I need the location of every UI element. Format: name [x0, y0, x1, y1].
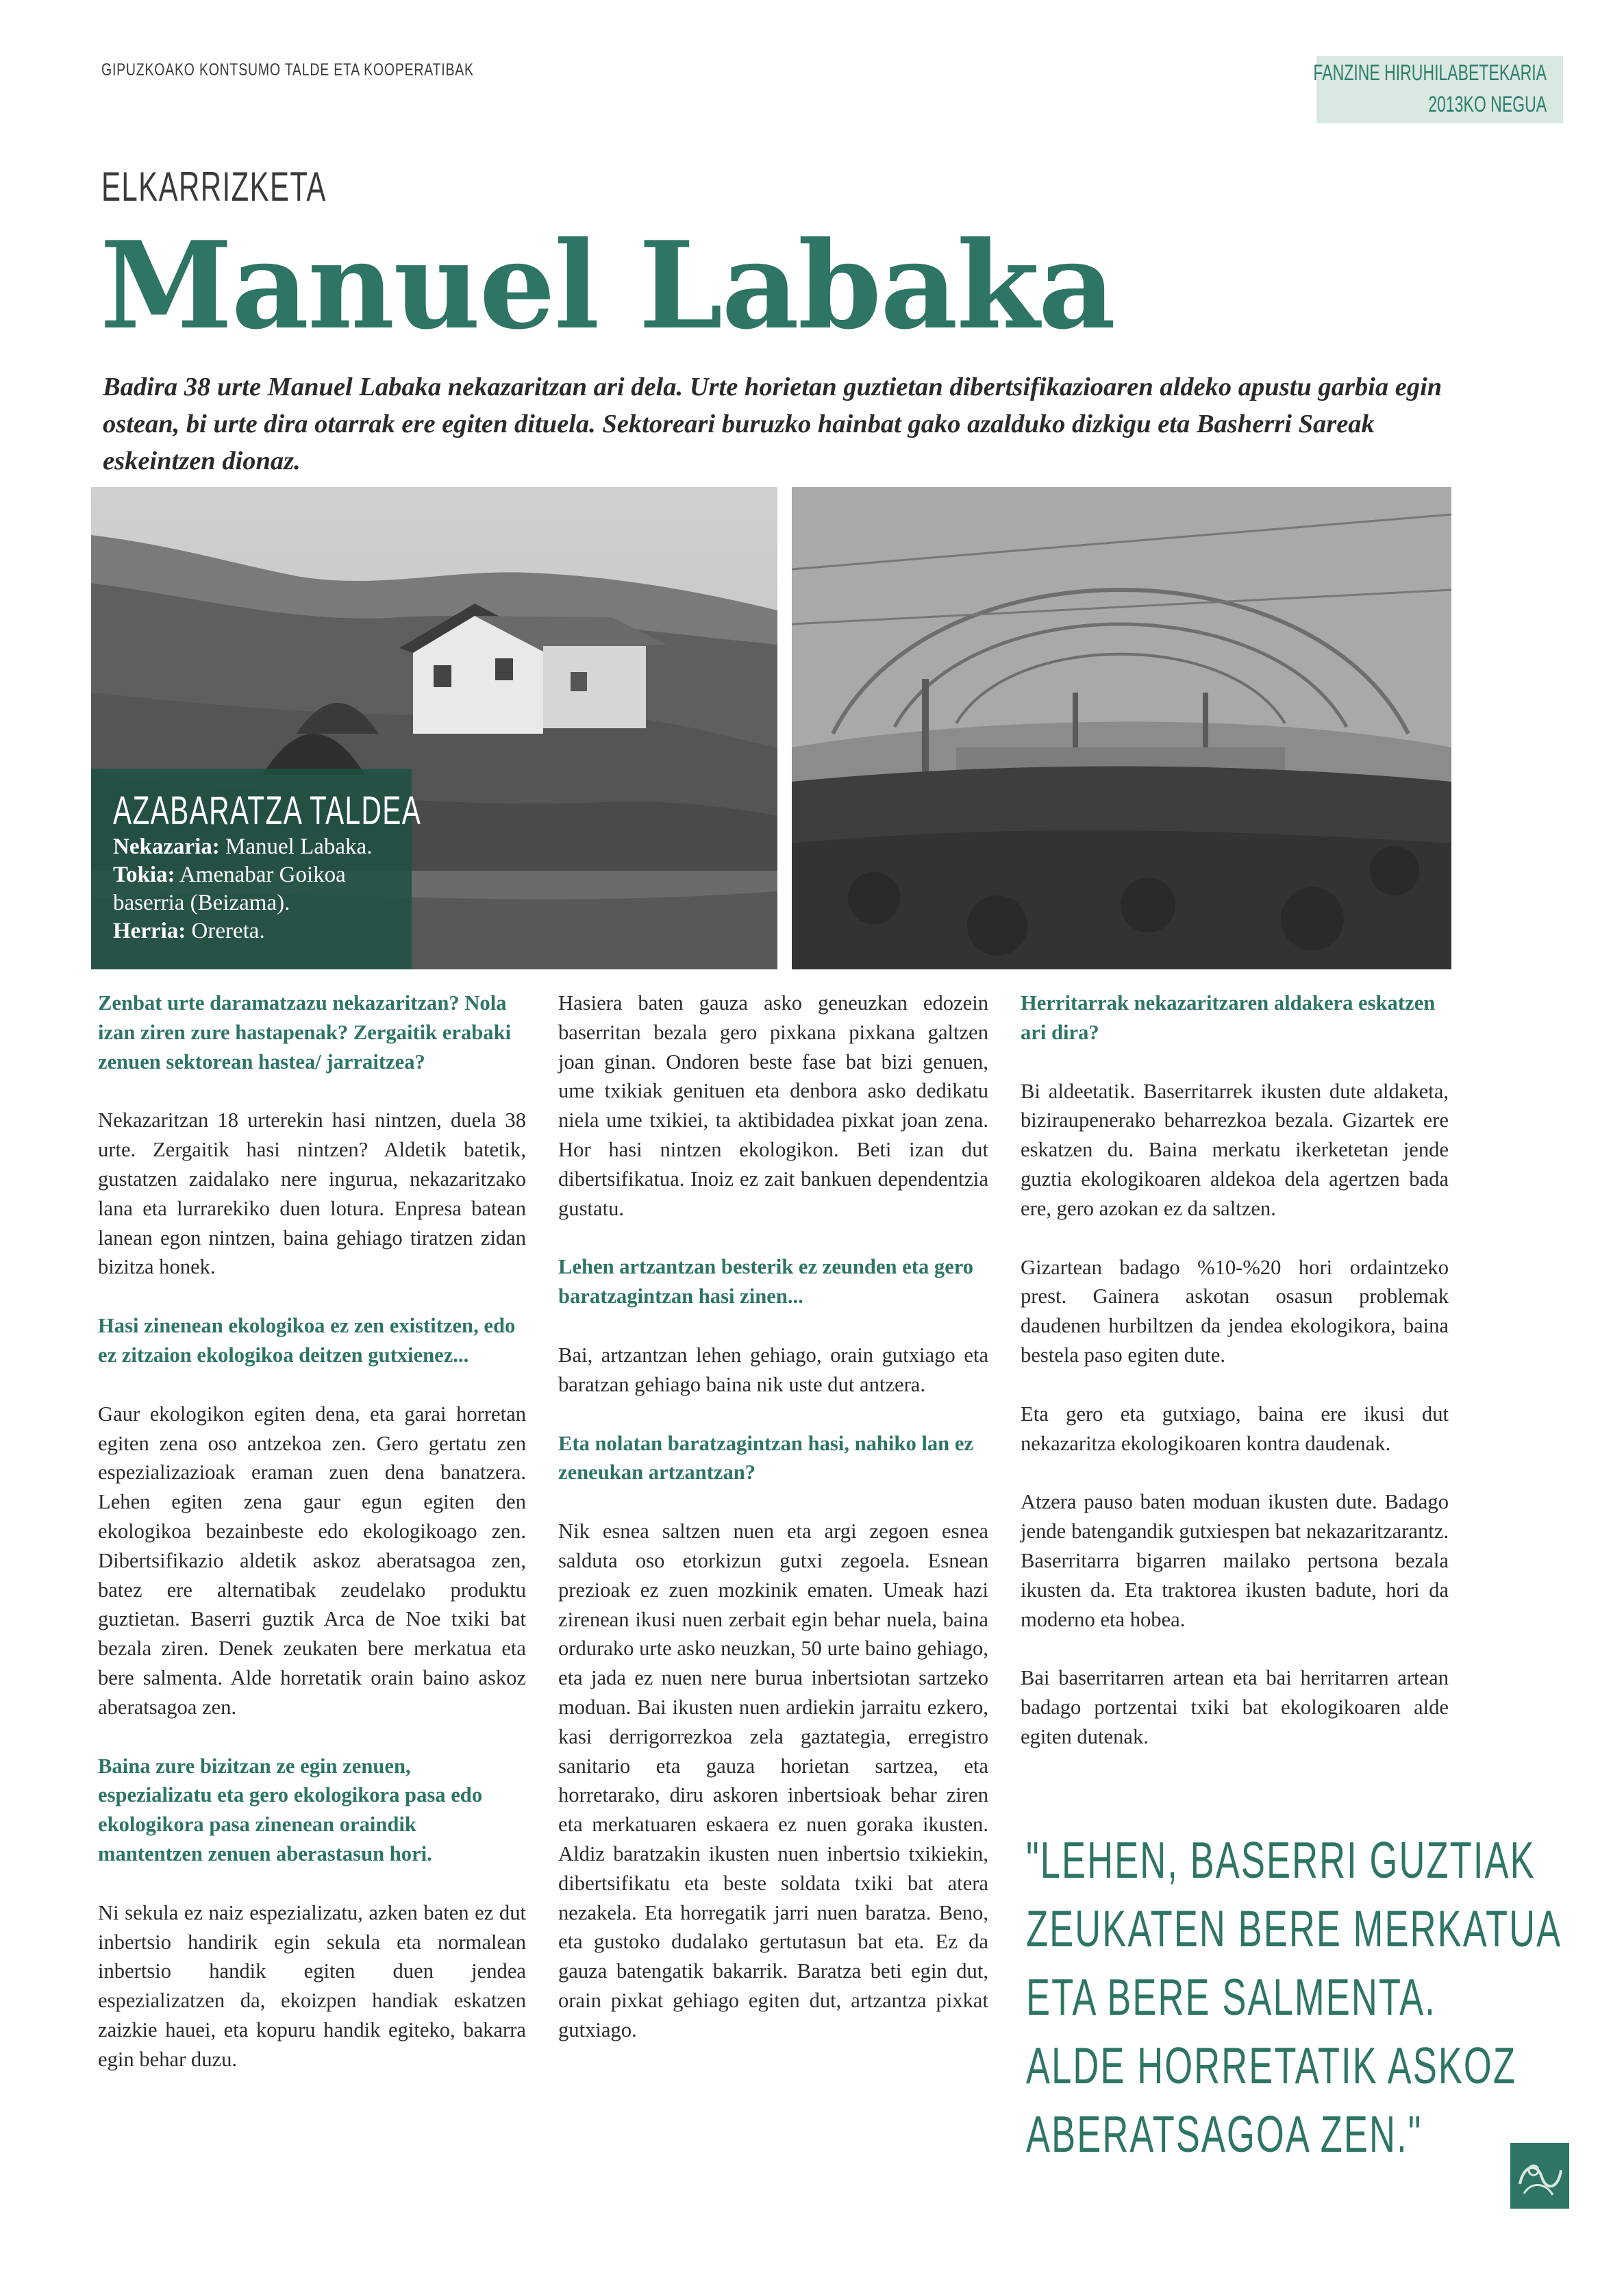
fanzine-issue: 2013KO NEGUA [1428, 92, 1547, 116]
article-column-1 [98, 989, 526, 2104]
info-place [113, 861, 412, 917]
pull-quote-line: ABERATSAGOA ZEN." [1026, 2105, 1423, 2163]
pull-quote-line: ZEUKATEN BERE MERKATUA [1026, 1900, 1562, 1957]
info-farmer [113, 833, 412, 861]
greenhouse-photo [792, 487, 1451, 969]
info-farmer-value: Manuel Labaka. [225, 834, 373, 859]
question: Baina zure bizitzan ze egin zenuen, espezializatu eta gero ekologikora pasa edo ekologikora pasa zinenean oraindik mantentzen zenuen aberastasun hori. [98, 1754, 483, 1865]
question: Lehen artzantzan besterik ez zeunden eta gero baratzagintzan hasi zinen... [558, 1255, 974, 1308]
fanzine-frequency: FANZINE HIRUHILABETEKARIA [1313, 60, 1547, 85]
lead-paragraph: Badira 38 urte Manuel Labaka nekazaritzan ari dela. Urte horietan guztietan dibertsifikazioaren aldeko apustu garbia egin ostean, bi urte dira otarrak ere egiten dituela. Sektoreari buruzko hainbat gako azalduko dizkigu eta Basherri Sareak eskeintzen dionaz. [103, 373, 1442, 475]
publication-logo-icon [1510, 2143, 1569, 2209]
article-column-2 [558, 989, 988, 2074]
pull-quote-line: "LEHEN, BASERRI GUZTIAK [1026, 1831, 1536, 1889]
info-box-title: AZABARATZA TALDEA [113, 789, 422, 833]
question: Herritarrak nekazaritzaren aldakera eskatzen ari dira? [1021, 991, 1436, 1044]
info-place-label: Tokia: [113, 863, 175, 887]
section-label: ELKARRIZKETA [101, 164, 327, 210]
info-place-value: Amenabar Goikoa baserria (Beizama). [113, 863, 346, 915]
info-town-value: Orereta. [191, 919, 265, 943]
answer: Gaur ekologikon egiten dena, eta garai horretan egiten zena oso antzekoa zen. Gero gertatu zen espezializazioak eraman zuen dena banatzera. Lehen egiten zena gaur egun egiten den ekologikoa bezainbeste edo ekologikoago zen. Dibertsifikazio aldetik askoz aberatsagoa zen, batez ere alternatibak zeudelako produktu guztietan. Baserri guztik Arca de Noe txiki bat bezala ziren. Denek zeukaten bere merkatua eta bere salmenta. Alde horretatik orain baino askoz aberatsagoa zen. [98, 1402, 526, 1719]
header-organization: GIPUZKOAKO KONTSUMO TALDE ETA KOOPERATIBAK [101, 60, 474, 79]
answer: Atzera pauso baten moduan ikusten dute. Badago jende batengandik gutxiespen bat nekazaritzarantz. Baserritarra bigarren mailako pertsona bezala ikusten da. Eta traktorea ikusten badute, hori da moderno eta hobea. [1021, 1490, 1449, 1631]
answer: Bai baserritarren artean eta bai herritarren artean badago portzentai txiki bat ekologikoaren alde egiten dutenak. [1021, 1666, 1449, 1748]
answer: Eta gero eta gutxiago, baina ere ikusi dut nekazaritza ekologikoaren kontra daudenak. [1021, 1402, 1449, 1455]
question: Zenbat urte daramatzazu nekazaritzan? Nola izan ziren zure hastapenak? Zergaitik erabaki zenuen sektorean hastea/ jarraitzea? [98, 991, 512, 1074]
pull-quote-line: ALDE HORRETATIK ASKOZ [1026, 2037, 1517, 2094]
info-box [91, 769, 422, 969]
answer: Bi aldeetatik. Baserritarrek ikusten dute aldaketa, biziraupenerako beharrezkoa bezala. Gizartek ere eskatzen du. Baina merkatu ikerketetan jende guztia ekologikoaren aldekoa dela agertzen bada ere, gero azokan ez da saltzen. [1021, 1079, 1449, 1220]
answer: Hasiera baten gauza asko geneuzkan edozein baserritan bezala gero pixkana pixkana galtzen joan ginan. Ondoren beste fase bat bizi genuen, ume txikiak genituen eta denbora asko dedikatu niela ume txikiei, ta aktibidadea pixkat joan zena. Hor hasi nintzen ekologikon. Beti izan dut dibertsifikatua. Inoiz ez zait bankuen dependentzia gustatu. [558, 991, 988, 1220]
answer: Gizartean badago %10-%20 hori ordaintzeko prest. Gainera askotan osasun problemak daudenen hurbiltzen da jendea ekologikora, baina bestela paso egiten dute. [1021, 1255, 1449, 1367]
answer: Nik esnea saltzen nuen eta argi zegoen esnea salduta oso etorkizun gutxi zegoela. Esnean prezioak ez zuen mozkinik ematen. Umeak hazi zirenean ikusi nuen zerbait egin behar nuela, baina ordurako urte asko neuzkan, 50 urte baino gehiago, eta jada ez nuen nere burua inbertsiotan sartzeko moduan. Bai ikusten nuen ardiekin jarraitu ezkero, kasi derrigorrezkoa zela gaztategia, erregistro sanitario eta gauza horietan sartzea, eta horretarako, diru askoren inbertsioak behar ziren eta merkatuaren eskaera ez nuen goraka ikusten. Aldiz baratzakin ikusten nuen inbertsio txikiekin, dibertsifikatu eta beste soldata txiki bat atera nezakela. Eta horregatik jarri nuen baratza. Beno, eta gustoko dudalako gertutasun bat eta. Ez da gauza batengatik bakarrik. Baratza beti egin dut, orain pixkat gehiago egiten dut, artzantza pixkat gutxiago. [558, 1519, 988, 2042]
info-town [113, 917, 412, 945]
info-town-label: Herria: [113, 919, 186, 943]
pull-quote [1026, 1826, 1562, 2168]
question: Hasi zinenean ekologikoa ez zen existitzen, edo ez zitzaion ekologikoa deitzen gutxienez... [98, 1314, 516, 1367]
pull-quote-line: ETA BERE SALMENTA. [1026, 1968, 1436, 2026]
answer: Bai, artzantzan lehen gehiago, orain gutxiago eta baratzan gehiago baina nik uste dut antzera. [558, 1343, 988, 1396]
answer: Ni sekula ez naiz espezializatu, azken baten ez dut inbertsio handirik egin sekula eta normalean inbertsio handik egiten duen jendea espezializatzen da, ekoizpen handiak eskatzen zaizkie hauei, eta kopuru handik egiteko, bakarra egin behar duzu. [98, 1900, 526, 2071]
fanzine-badge [1313, 56, 1563, 123]
info-farmer-label: Nekazaria: [113, 834, 220, 859]
answer: Nekazaritzan 18 urterekin hasi nintzen, duela 38 urte. Zergaitik hasi nintzen? Aldetik batetik, gustatzen zaidalako nere ingurua, nekazaritzako lana eta lurrarekiko duen lotura. Enpresa batean lanean egon nintzen, baina gehiago tiratzen zidan bizitza honek. [98, 1108, 526, 1279]
page-title: Manuel Labaka [100, 216, 1115, 356]
question: Eta nolatan baratzagintzan hasi, nahiko lan ez zeneukan artzantzan? [558, 1431, 974, 1485]
article-column-3 [1021, 989, 1449, 1781]
